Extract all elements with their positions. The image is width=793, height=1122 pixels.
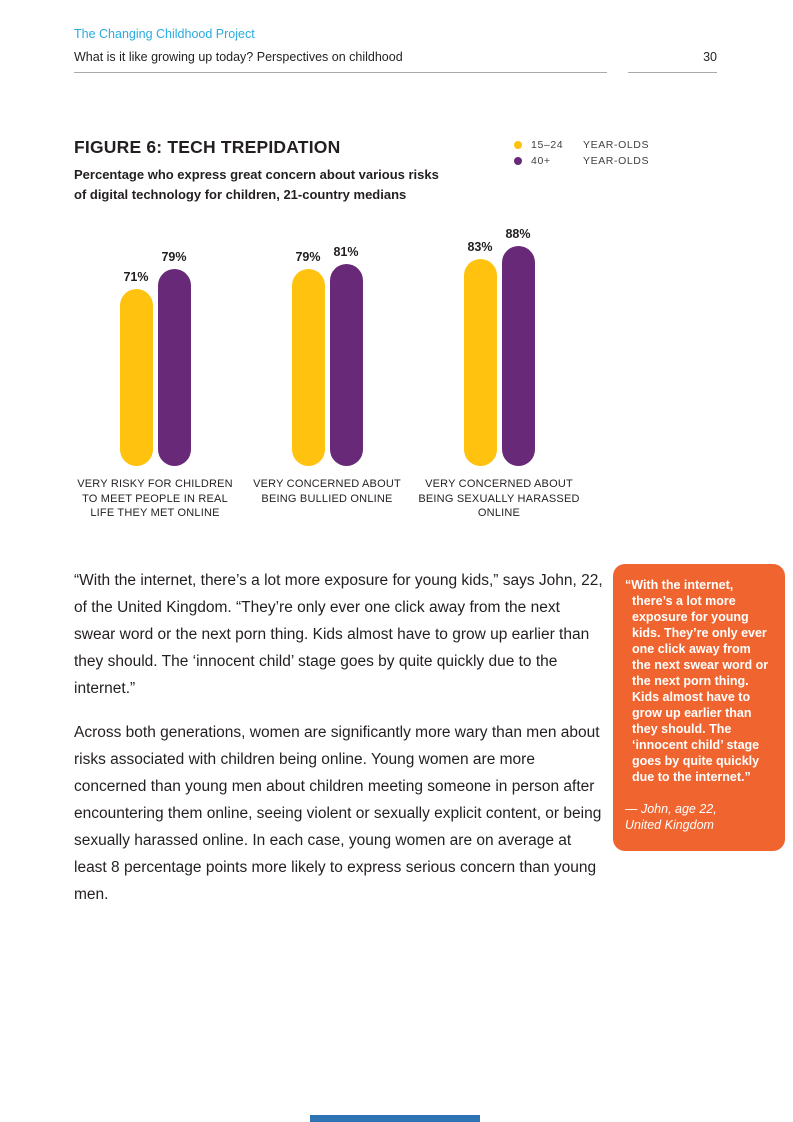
bar-column xyxy=(330,245,363,467)
footer-accent-bar xyxy=(310,1115,480,1122)
bar xyxy=(292,269,325,467)
chart-legend xyxy=(514,137,717,167)
page-subtitle: What is it like growing up today? Perspectives on childhood xyxy=(74,50,403,64)
header-main-column xyxy=(74,27,607,73)
bar-value-label: 81% xyxy=(333,244,359,259)
callout-attribution xyxy=(625,801,773,833)
callout-quote: “With the internet, there’s a lot more exposure for young kids. They’re only ever one click away from the next swear word or the next porn thing. Kids almost have to grow up earlier than they should. The ‘innocent child’ stage goes by quite quickly due to the internet.” xyxy=(625,577,769,784)
quote-callout xyxy=(613,564,785,851)
bar xyxy=(120,289,153,467)
bar-column xyxy=(158,250,191,467)
legend-item-40plus xyxy=(514,155,717,167)
callout-attribution-name: — John, age 22, xyxy=(625,801,717,816)
content-row xyxy=(74,567,793,908)
bar xyxy=(158,269,191,467)
figure-title: FIGURE 6: TECH TREPIDATION xyxy=(74,137,341,157)
bar-pair xyxy=(464,226,535,466)
bar-group xyxy=(413,226,585,521)
bar-pair xyxy=(120,226,191,466)
bar-column xyxy=(120,270,153,467)
body-text xyxy=(74,567,604,908)
figure-subtitle: Percentage who express great concern about various risks of digital technology for children, 21-country medians xyxy=(74,167,439,202)
legend-item-15-24 xyxy=(514,139,717,151)
legend-label: 40+ xyxy=(531,155,551,167)
bar xyxy=(464,259,497,467)
project-title: The Changing Childhood Project xyxy=(74,27,255,41)
bar-group xyxy=(241,226,413,521)
bar xyxy=(330,264,363,467)
category-label: VERY CONCERNED ABOUT BEING SEXUALLY HARASSED ONLINE xyxy=(418,478,580,519)
page-header xyxy=(0,0,793,73)
bar-value-label: 83% xyxy=(467,239,493,254)
category-label: VERY RISKY FOR CHILDREN TO MEET PEOPLE IN REAL LIFE THEY MET ONLINE xyxy=(77,478,233,519)
paragraph: Across both generations, women are significantly more wary than men about risks associated with children being online. Young women are more concerned than young men about children meeting someone in person after encountering them online, seeing violent or sexually explicit content, or being sexually harassed online. In each case, young women are on average at least 8 percentage points more likely to express serious concern than young men. xyxy=(74,723,602,903)
legend-dot-yellow-icon xyxy=(514,141,522,149)
chart xyxy=(69,226,585,521)
figure-title-block xyxy=(74,137,450,204)
bar-value-label: 71% xyxy=(123,269,149,284)
callout-attribution-country: United Kingdom xyxy=(625,817,714,832)
bar-value-label: 88% xyxy=(505,227,531,241)
legend-suffix: YEAR-OLDS xyxy=(583,155,650,167)
bar-pair xyxy=(292,226,363,466)
legend-dot-purple-icon xyxy=(514,157,522,165)
figure-header xyxy=(74,137,717,204)
paragraph: “With the internet, there’s a lot more exposure for young kids,” says John, 22, of the United Kingdom. “They’re only ever one click away from the next swear word or the next porn thing. Kids almost have to grow up earlier than they should. The ‘innocent child’ stage goes by quite quickly due to the internet.” xyxy=(74,571,603,697)
legend-label: 15–24 xyxy=(531,139,564,151)
legend-suffix: YEAR-OLDS xyxy=(583,139,650,151)
page-number: 30 xyxy=(703,50,717,64)
category-label: VERY CONCERNED ABOUT BEING BULLIED ONLINE xyxy=(253,478,401,505)
bar-column xyxy=(464,240,497,467)
bar-group xyxy=(69,226,241,521)
bar-value-label: 79% xyxy=(295,249,321,264)
header-page-column xyxy=(628,27,717,73)
bar-value-label: 79% xyxy=(161,249,187,264)
bar-column xyxy=(292,250,325,467)
bar-column xyxy=(502,227,535,466)
bar xyxy=(502,246,535,466)
